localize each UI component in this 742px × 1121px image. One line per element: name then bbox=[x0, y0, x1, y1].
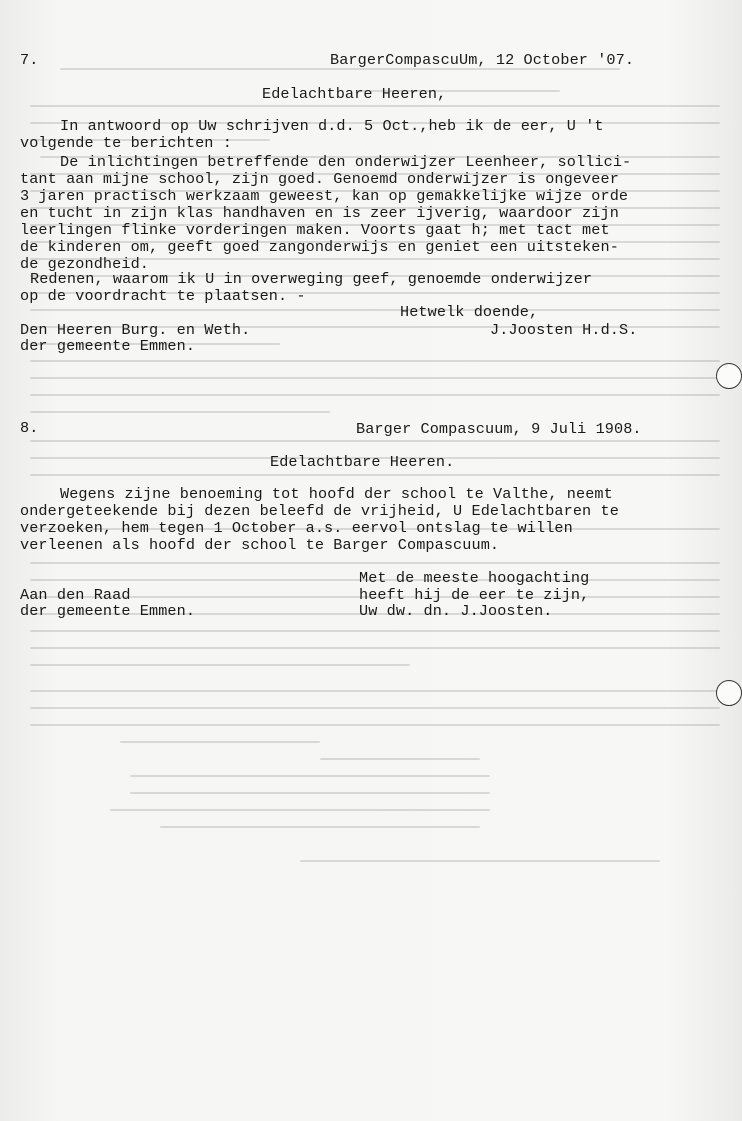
letter-number: 7. bbox=[20, 51, 39, 69]
body-line: de gezondheid. bbox=[20, 255, 149, 273]
body-line: verleenen als hoofd der school te Barger Compascuum. bbox=[20, 536, 500, 554]
body-line: en tucht in zijn klas handhaven en is zeer ijverig, waardoor zijn bbox=[20, 204, 619, 222]
closing: Met de meeste hoogachting bbox=[359, 569, 590, 587]
salutation: Edelachtbare Heeren, bbox=[262, 85, 447, 103]
closing: Hetwelk doende, bbox=[400, 303, 539, 321]
salutation: Edelachtbare Heeren. bbox=[270, 453, 455, 471]
body-line: Wegens zijne benoeming tot hoofd der school te Valthe, neemt bbox=[60, 485, 613, 503]
addressee-line: Aan den Raad bbox=[20, 586, 131, 604]
body-line: volgende te berichten : bbox=[20, 134, 232, 152]
body-line: de kinderen om, geeft goed zangonderwijs en geniet een uitsteken- bbox=[20, 238, 619, 256]
body-line: leerlingen flinke vorderingen maken. Voorts gaat h; met tact met bbox=[20, 221, 610, 239]
body-line: De inlichtingen betreffende den onderwijzer Leenheer, sollici- bbox=[60, 153, 632, 171]
addressee-line: der gemeente Emmen. bbox=[20, 602, 196, 620]
body-line: verzoeken, hem tegen 1 October a.s. eervol ontslag te willen bbox=[20, 519, 573, 537]
addressee-line: der gemeente Emmen. bbox=[20, 337, 196, 355]
dateline: Barger Compascuum, 9 Juli 1908. bbox=[356, 420, 642, 438]
dateline: BargerCompascuUm, 12 October '07. bbox=[330, 51, 635, 69]
body-line: 3 jaren practisch werkzaam geweest, kan op gemakkelijke wijze orde bbox=[20, 187, 629, 205]
punch-hole-lower bbox=[716, 680, 742, 706]
signature: J.Joosten H.d.S. bbox=[490, 321, 638, 339]
signature: Uw dw. dn. J.Joosten. bbox=[359, 602, 553, 620]
body-line: tant aan mijne school, zijn goed. Genoemd onderwijzer is ongeveer bbox=[20, 170, 619, 188]
body-line: In antwoord op Uw schrijven d.d. 5 Oct.,heb ik de eer, U 't bbox=[60, 117, 604, 135]
letter-number: 8. bbox=[20, 419, 39, 437]
punch-hole-upper bbox=[716, 363, 742, 389]
closing: heeft hij de eer te zijn, bbox=[359, 586, 590, 604]
body-line: Redenen, waarom ik U in overweging geef, genoemde onderwijzer bbox=[30, 270, 593, 288]
body-line: op de voordracht te plaatsen. - bbox=[20, 287, 306, 305]
addressee-line: Den Heeren Burg. en Weth. bbox=[20, 321, 251, 339]
body-line: ondergeteekende bij dezen beleefd de vrijheid, U Edelachtbaren te bbox=[20, 502, 619, 520]
